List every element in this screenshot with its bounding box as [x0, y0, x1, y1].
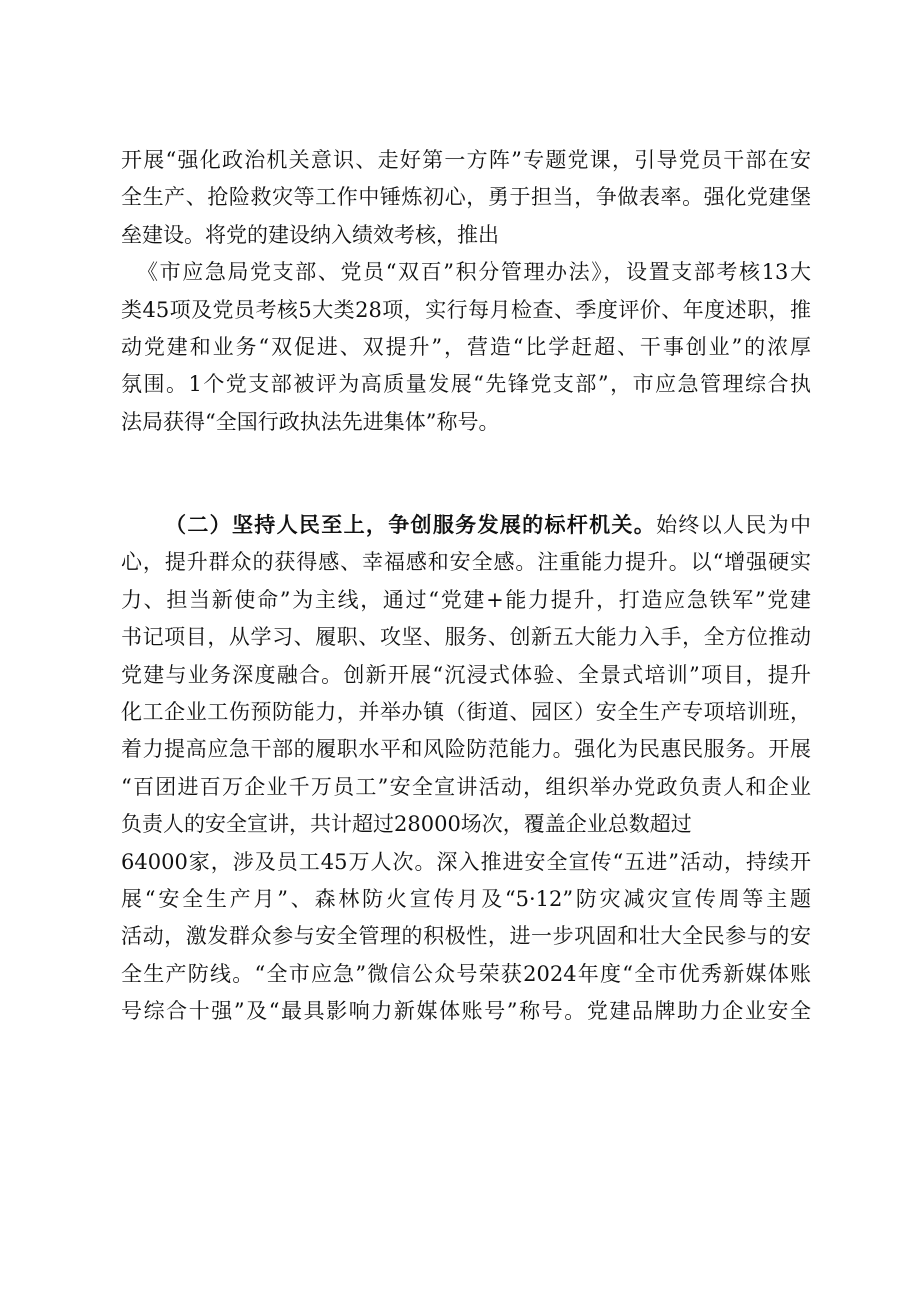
paragraph-line: 化工企业工伤预防能力，并举办镇（街道、园区）安全生产专项培训班，: [121, 699, 811, 724]
paragraph-line: 全生产、抢险救灾等工作中锤炼初心，勇于担当，争做表率。强化党建堡: [121, 185, 811, 210]
paragraph-1: [121, 142, 811, 441]
paragraph-line: 法局获得“全国行政执法先进集体”称号。: [121, 409, 500, 434]
paragraph-line: 负责人的安全宣讲，共计超过28000场次，覆盖企业总数超过: [121, 812, 692, 837]
paragraph-line: 64000家，涉及员工45万人次。深入推进安全宣传“五进”活动，持续开: [121, 849, 811, 874]
paragraph-first-line: [121, 507, 811, 544]
section-heading: （二）坚持人民至上，争创服务发展的标杆机关。: [165, 513, 657, 537]
paragraph-line: 力、担当新使命”为主线，通过“党建+能力提升，打造应急铁军”党建: [121, 587, 811, 612]
paragraph-line: “百团进百万企业千万员工”安全宣讲活动，组织举办党政负责人和企业: [121, 774, 811, 799]
paragraph-text: 始终以人民为中: [656, 513, 812, 537]
paragraph-line: 开展“强化政治机关意识、走好第一方阵”专题党课，引导党员干部在安: [121, 148, 811, 172]
paragraph-line: 党建与业务深度融合。创新开展“沉浸式体验、全景式培训”项目，提升: [121, 662, 811, 687]
paragraph-line: 动党建和业务“双促进、双提升”，营造“比学赶超、干事创业”的浓厚: [121, 334, 811, 359]
paragraph-line: 活动，激发群众参与安全管理的积极性，进一步巩固和壮大全民参与的安: [121, 924, 811, 949]
paragraph-line: 号综合十强”及“最具影响力新媒体账号”称号。党建品牌助力企业安全: [121, 999, 811, 1024]
paragraph-line: 垒建设。将党的建设纳入绩效考核，推出: [121, 222, 499, 247]
paragraph-line: 心，提升群众的获得感、幸福感和安全感。注重能力提升。以“增强硬实: [121, 550, 811, 575]
paragraph-line: 书记项目，从学习、履职、攻坚、服务、创新五大能力入手，全方位推动: [121, 625, 811, 650]
paragraph-2: [121, 507, 811, 1030]
paragraph-line: 展“安全生产月”、森林防火宣传月及“5·12”防灾减灾宣传周等主题: [121, 886, 811, 911]
paragraph-line: 《市应急局党支部、党员“双百”积分管理办法》，设置支部考核13大: [137, 260, 811, 285]
paragraph-line: 类45项及党员考核5大类28项，实行每月检查、季度评价、年度述职，推: [121, 297, 811, 322]
paragraph-line: 氛围。1个党支部被评为高质量发展“先锋党支部”，市应急管理综合执: [121, 372, 811, 397]
paragraph-line: 着力提高应急干部的履职水平和风险防范能力。强化为民惠民服务。开展: [121, 737, 811, 762]
paragraph-line: 全生产防线。“全市应急”微信公众号荣获2024年度“全市优秀新媒体账: [121, 961, 811, 986]
